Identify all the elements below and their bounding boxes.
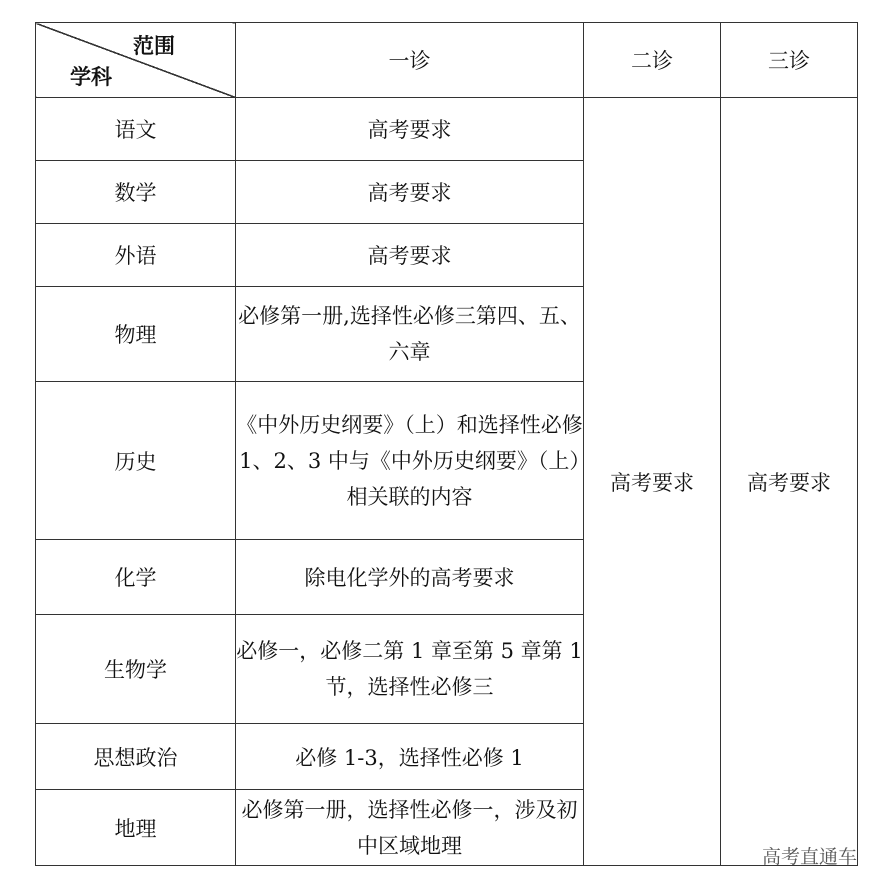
scope-cell: 高考要求 [236, 161, 584, 224]
scope-cell: 必修第一册，选择性必修一，涉及初中区域地理 [236, 790, 584, 866]
subject-cell: 化学 [36, 540, 236, 615]
third-exam-scope-cell: 高考要求 [721, 98, 858, 866]
header-second-exam: 二诊 [584, 23, 721, 98]
subject-cell: 思想政治 [36, 724, 236, 790]
scope-cell: 除电化学外的高考要求 [236, 540, 584, 615]
scope-cell: 《中外历史纲要》（上）和选择性必修 1、2、3 中与《中外历史纲要》（上）相关联的内容 [236, 382, 584, 540]
subject-cell: 历史 [36, 382, 236, 540]
subject-label: 学科 [70, 65, 112, 89]
scope-cell: 必修 1-3，选择性必修 1 [236, 724, 584, 790]
subject-cell: 数学 [36, 161, 236, 224]
header-first-exam: 一诊 [236, 23, 584, 98]
table-row [36, 98, 858, 161]
scope-cell: 必修一，必修二第 1 章至第 5 章第 1 节，选择性必修三 [236, 615, 584, 724]
subject-cell: 地理 [36, 790, 236, 866]
corner-watermark: 高考直通车 [761, 846, 857, 868]
subject-cell: 生物学 [36, 615, 236, 724]
subject-cell: 语文 [36, 98, 236, 161]
scope-cell: 高考要求 [236, 98, 584, 161]
exam-scope-table [35, 22, 858, 866]
header-row [36, 23, 858, 98]
diagonal-header-cell [36, 23, 236, 98]
header-third-exam: 三诊 [721, 23, 858, 98]
scope-label: 范围 [133, 34, 175, 58]
scope-cell: 必修第一册,选择性必修三第四、五、六章 [236, 287, 584, 382]
second-exam-scope-cell: 高考要求 [584, 98, 721, 866]
subject-cell: 物理 [36, 287, 236, 382]
subject-cell: 外语 [36, 224, 236, 287]
scope-cell: 高考要求 [236, 224, 584, 287]
